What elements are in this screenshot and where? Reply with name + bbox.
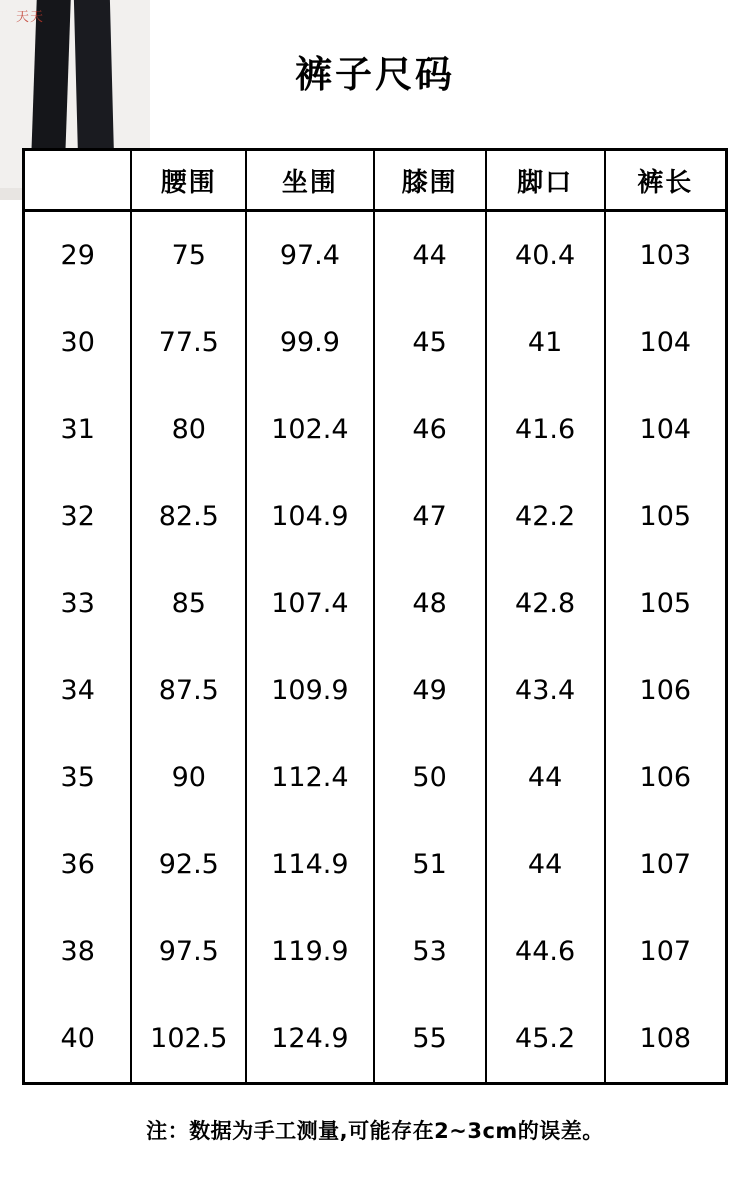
- column-header-length: 裤长: [605, 151, 725, 211]
- cell-size: 31: [60, 414, 95, 445]
- table-header-row: [25, 151, 725, 211]
- cell-size: 32: [60, 501, 95, 532]
- cell-length: 106: [605, 647, 725, 734]
- cell-waist: 90: [131, 734, 246, 821]
- cell-hem: 42.2: [486, 473, 605, 560]
- column-header-knee: 膝围: [374, 151, 486, 211]
- cell-hem: 44: [486, 734, 605, 821]
- cell-length: 107: [605, 908, 725, 995]
- table-row: [25, 211, 725, 300]
- cell-hem: 43.4: [486, 647, 605, 734]
- column-header-waist: 腰围: [131, 151, 246, 211]
- cell-hip: 119.9: [246, 908, 373, 995]
- table-row: [25, 908, 725, 995]
- cell-waist: 97.5: [131, 908, 246, 995]
- cell-hip: 104.9: [246, 473, 373, 560]
- size-table: [25, 151, 725, 1082]
- table-row: [25, 386, 725, 473]
- cell-size: 33: [60, 588, 95, 619]
- size-table-container: [22, 148, 728, 1085]
- cell-size: 38: [60, 936, 95, 967]
- cell-size: 35: [60, 762, 95, 793]
- table-row: [25, 560, 725, 647]
- cell-knee: 50: [374, 734, 486, 821]
- cell-hip: 107.4: [246, 560, 373, 647]
- column-header-size: [25, 151, 131, 211]
- cell-waist: 87.5: [131, 647, 246, 734]
- photo-watermark: 天天: [16, 9, 45, 24]
- cell-knee: 49: [374, 647, 486, 734]
- cell-knee: 44: [374, 211, 486, 300]
- cell-knee: 55: [374, 995, 486, 1082]
- measurement-footnote: 注：数据为手工测量,可能存在2~3cm的误差。: [146, 1119, 604, 1143]
- cell-size: 36: [60, 849, 95, 880]
- table-row: [25, 299, 725, 386]
- cell-hip: 109.9: [246, 647, 373, 734]
- cell-length: 103: [605, 211, 725, 300]
- size-table-head: [25, 151, 725, 211]
- cell-hip: 124.9: [246, 995, 373, 1082]
- table-row: [25, 473, 725, 560]
- cell-hip: 112.4: [246, 734, 373, 821]
- cell-hem: 45.2: [486, 995, 605, 1082]
- cell-hip: 97.4: [246, 211, 373, 300]
- cell-length: 106: [605, 734, 725, 821]
- cell-hem: 41.6: [486, 386, 605, 473]
- cell-size: 40: [60, 1023, 95, 1054]
- cell-waist: 92.5: [131, 821, 246, 908]
- column-header-hip: 坐围: [246, 151, 373, 211]
- cell-knee: 46: [374, 386, 486, 473]
- table-row: [25, 995, 725, 1082]
- cell-waist: 102.5: [131, 995, 246, 1082]
- cell-waist: 80: [131, 386, 246, 473]
- cell-length: 108: [605, 995, 725, 1082]
- cell-waist: 85: [131, 560, 246, 647]
- cell-hip: 102.4: [246, 386, 373, 473]
- table-row: [25, 821, 725, 908]
- cell-hem: 41: [486, 299, 605, 386]
- cell-length: 105: [605, 473, 725, 560]
- cell-waist: 75: [131, 211, 246, 300]
- table-row: [25, 734, 725, 821]
- cell-knee: 51: [374, 821, 486, 908]
- cell-hip: 114.9: [246, 821, 373, 908]
- cell-length: 104: [605, 386, 725, 473]
- cell-length: 104: [605, 299, 725, 386]
- cell-knee: 48: [374, 560, 486, 647]
- cell-size: 29: [60, 240, 95, 271]
- cell-waist: 82.5: [131, 473, 246, 560]
- cell-knee: 45: [374, 299, 486, 386]
- cell-size: 34: [60, 675, 95, 706]
- table-row: [25, 647, 725, 734]
- cell-hem: 44: [486, 821, 605, 908]
- cell-length: 107: [605, 821, 725, 908]
- cell-hem: 40.4: [486, 211, 605, 300]
- column-header-hem: 脚口: [486, 151, 605, 211]
- cell-size: 30: [60, 327, 95, 358]
- cell-length: 105: [605, 560, 725, 647]
- size-table-body: [25, 211, 725, 1083]
- cell-waist: 77.5: [131, 299, 246, 386]
- cell-hem: 44.6: [486, 908, 605, 995]
- cell-hip: 99.9: [246, 299, 373, 386]
- cell-hem: 42.8: [486, 560, 605, 647]
- page-title: 裤子尺码: [295, 53, 455, 96]
- cell-knee: 47: [374, 473, 486, 560]
- cell-knee: 53: [374, 908, 486, 995]
